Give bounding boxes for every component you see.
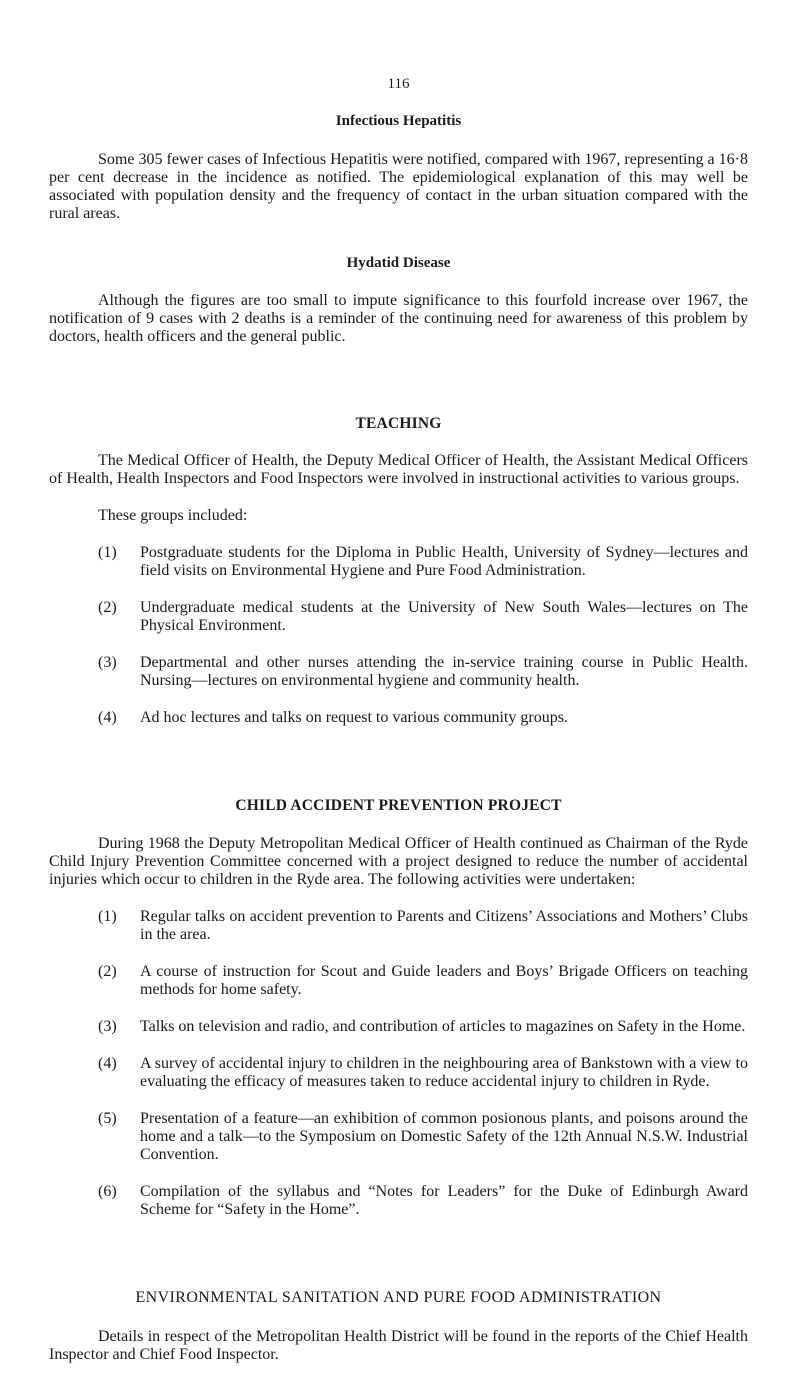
paragraph-infectious-hepatitis: Some 305 fewer cases of Infectious Hepatitis were notified, compared with 1967, representing a 16·8 per cent decrease in the incidence as notified. The epidemiological explanation of this may well be associated with population density and the frequency of contact in the urban situation compared with the rural areas. xyxy=(49,151,748,222)
list-item: (3) Talks on television and radio, and contribution of articles to magazines on Safety in the Home. xyxy=(98,1018,746,1035)
section-teaching xyxy=(49,415,748,727)
heading-teaching: TEACHING xyxy=(355,415,442,432)
paragraph-environmental-sanitation: Details in respect of the Metropolitan Health District will be found in the reports of the Chief Health Inspector and Chief Food Inspector. xyxy=(49,1328,748,1363)
list-item: (1) Postgraduate students for the Diploma in Public Health, University of Sydney—lectures and field visits on Environmental Hygiene and Pure Food Administration. xyxy=(98,544,748,579)
list-item: (4) A survey of accidental injury to children in the neighbouring area of Bankstown with a view to evaluating the efficacy of measures taken to reduce accidental injury to children in Ryde. xyxy=(98,1055,748,1090)
section-hydatid-disease xyxy=(49,254,748,346)
section-environmental-sanitation xyxy=(49,1289,748,1364)
child-accident-list xyxy=(49,908,748,1219)
list-item: (6) Compilation of the syllabus and “Notes for Leaders” for the Duke of Edinburgh Award Scheme for “Safety in the Home”. xyxy=(98,1183,748,1218)
paragraph-teaching: The Medical Officer of Health, the Deputy Medical Officer of Health, the Assistant Medical Officers of Health, Health Inspectors and Food Inspectors were involved in instructional activities to various groups. xyxy=(49,452,748,487)
heading-hydatid-disease: Hydatid Disease xyxy=(346,255,451,271)
list-item: (2) A course of instruction for Scout and Guide leaders and Boys’ Brigade Officers on teaching methods for home safety. xyxy=(98,963,748,998)
heading-infectious-hepatitis: Infectious Hepatitis xyxy=(335,113,462,129)
heading-child-accident-prevention: CHILD ACCIDENT PREVENTION PROJECT xyxy=(235,797,562,814)
section-infectious-hepatitis xyxy=(49,112,748,223)
section-child-accident-prevention xyxy=(49,797,748,1219)
paragraph-hydatid-disease: Although the figures are too small to impute significance to this fourfold increase over 1967, the notification of 9 cases with 2 deaths is a reminder of the continuing need for awareness of this problem by doctors, health officers and the general public. xyxy=(49,292,748,345)
teaching-list xyxy=(49,544,748,727)
list-item: (3) Departmental and other nurses attending the in-service training course in Public Health. Nursing—lectures on environmental hygiene and community health. xyxy=(98,654,748,689)
list-item: (4) Ad hoc lectures and talks on request to various community groups. xyxy=(98,709,568,726)
heading-environmental-sanitation: ENVIRONMENTAL SANITATION AND PURE FOOD ADMINISTRATION xyxy=(135,1289,662,1306)
page-number: 116 xyxy=(387,76,410,92)
list-item: (2) Undergraduate medical students at the University of New South Wales—lectures on The Physical Environment. xyxy=(98,599,748,634)
teaching-intro: These groups included: xyxy=(98,507,248,524)
paragraph-child-accident-prevention: During 1968 the Deputy Metropolitan Medical Officer of Health continued as Chairman of the Ryde Child Injury Prevention Committee concerned with a project designed to reduce the number of accidental injuries which occur to children in the Ryde area. The following activities were undertaken: xyxy=(49,835,748,888)
list-item: (1) Regular talks on accident prevention to Parents and Citizens’ Associations and Mothers’ Clubs in the area. xyxy=(98,908,748,943)
list-item: (5) Presentation of a feature—an exhibition of common posionous plants, and poisons around the home and a talk—to the Symposium on Domestic Safety of the 12th Annual N.S.W. Industrial Convention. xyxy=(98,1110,748,1163)
